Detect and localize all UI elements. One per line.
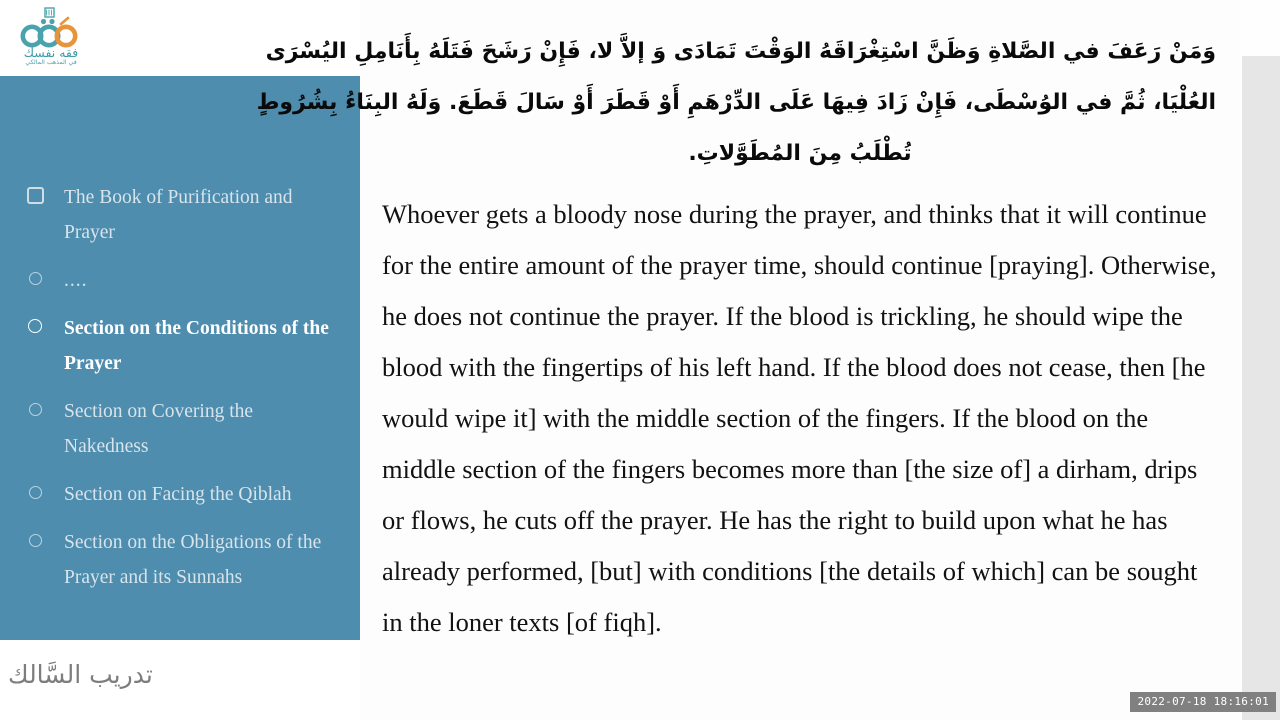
english-translation (382, 189, 1218, 648)
brand-arabic-title: فقه نفسك (23, 45, 79, 60)
sidebar-item-label: Section on Facing the Qiblah (64, 484, 292, 505)
sidebar-item-covering-the-nakedness[interactable] (0, 394, 360, 464)
sidebar-item-label: Section on the Conditions of the Prayer (64, 318, 329, 374)
arabic-passage (256, 26, 1218, 179)
sidebar-item-label: Section on the Obligations of the Prayer and its Sunnahs (64, 532, 322, 588)
arabic-line: وَمَنْ رَعَفَ في الصَّلاةِ وَظَنَّ اسْتِغْرَاقَهُ الوَقْتَ تَمَادَى وَ إلاَّ لا، فَإِنْ رَشَحَ فَتَلَهُ بِأَنَامِلِ اليُسْرَى (265, 39, 1216, 64)
brand-arabic-subtitle: في المذهب المالكي (25, 59, 77, 66)
main-content (256, 0, 1240, 720)
english-paragraph: Whoever gets a bloody nose during the prayer, and thinks that it will continue for the entire amount of the prayer time, should continue [praying]. Otherwise, he does not continue the prayer. If the blood is trickling, he should wipe the blood with the fingertips of his left hand. If the blood does not cease, then [he would wipe it] with the middle section of the fingers. If the blood on the middle section of the fingers becomes more than [the size of] a dirham, drips or flows, he cuts off the prayer. He has the right to build upon what he has already performed, [but] with conditions [the details of which] can be sought in the loner texts [of fiqh]. (382, 199, 1217, 637)
arabic-line: العُلْيَا، ثُمَّ في الوُسْطَى، فَإِنْ زَادَ فِيهَا عَلَى الدِّرْهَمِ أَوْ قَطَرَ أَوْ سَالَ قَطَعَ. وَلَهُ البِنَاءُ بِشُرُوطٍ (256, 90, 1216, 115)
sidebar-item-label: Section on Covering the Nakedness (64, 401, 254, 457)
sidebar-nav (0, 76, 360, 640)
sidebar-item-label: .... (64, 270, 88, 291)
sidebar-item-book-of-purification[interactable] (0, 180, 360, 250)
sidebar-item-conditions-of-the-prayer[interactable] (0, 311, 360, 381)
arabic-line: تُطْلَبُ مِنَ المُطَوَّلاتِ. (688, 141, 912, 166)
circle-icon (22, 265, 48, 291)
circle-icon (22, 313, 48, 339)
watermark-arabic: تدريب السَّالك (8, 660, 153, 689)
right-edge-panel (1242, 56, 1280, 720)
circle-icon (22, 396, 48, 422)
brand-logo[interactable] (14, 6, 88, 70)
circle-icon (22, 527, 48, 553)
sidebar-item-label: The Book of Purification and Prayer (64, 187, 293, 243)
sidebar-item-facing-the-qiblah[interactable] (0, 477, 360, 512)
three-circles-logo-icon (15, 6, 87, 48)
sidebar-item-ellipsis[interactable] (0, 263, 360, 298)
book-square-icon (22, 182, 48, 208)
timestamp-badge: 2022-07-18 18:16:01 (1130, 692, 1276, 712)
sidebar-item-obligations-of-the-prayer[interactable] (0, 525, 360, 595)
circle-icon (22, 479, 48, 505)
